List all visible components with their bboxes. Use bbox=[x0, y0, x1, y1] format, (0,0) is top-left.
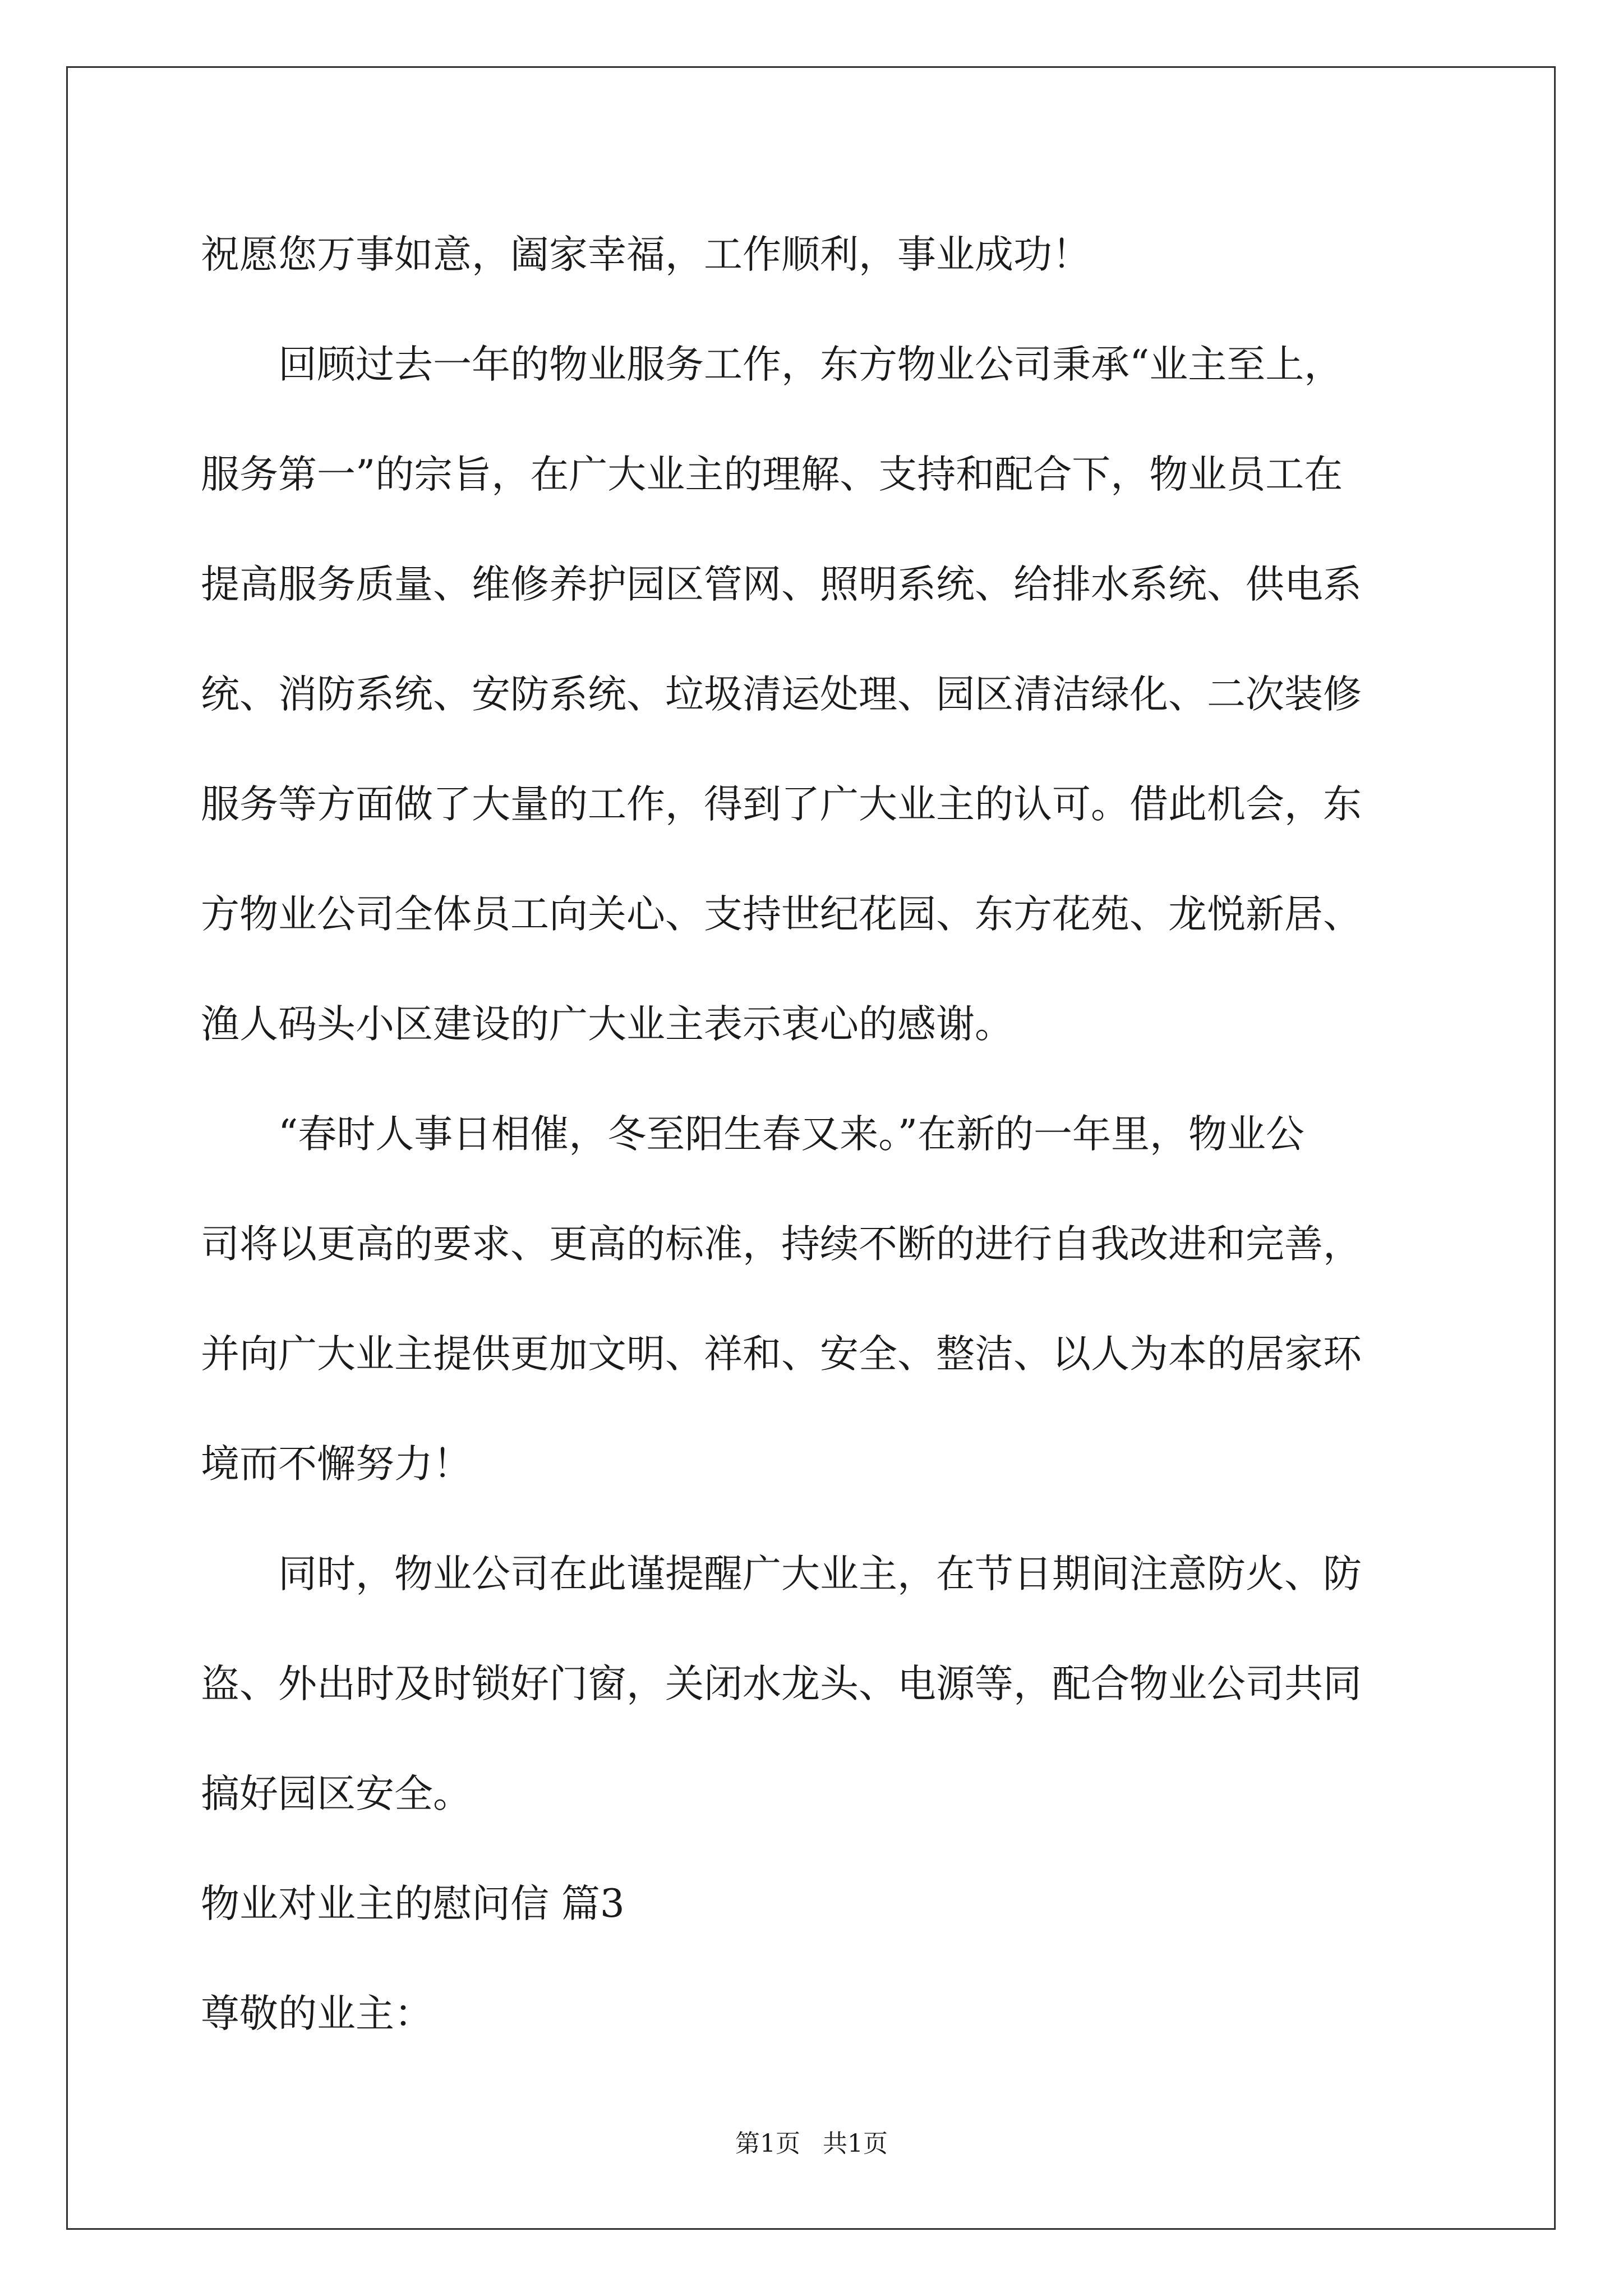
text-line-3: 服务第一”的宗旨，在广大业主的理解、支持和配合下，物业员工在 bbox=[201, 452, 1343, 497]
page-footer bbox=[0, 2127, 1623, 2161]
text-line-7: 方物业公司全体员工向关心、支持世纪花园、东方花苑、龙悦新居、 bbox=[201, 892, 1362, 937]
section-heading: 物业对业主的慰问信 篇3 bbox=[201, 1881, 625, 1926]
text-line-12: 境而不懈努力！ bbox=[201, 1442, 472, 1487]
document-body bbox=[201, 200, 1435, 2069]
text-line-15: 搞好园区安全。 bbox=[201, 1772, 472, 1816]
text-line-10: 司将以更高的要求、更高的标准，持续不断的进行自我改进和完善， bbox=[201, 1222, 1362, 1267]
text-line-8: 渔人码头小区建设的广大业主表示衷心的感谢。 bbox=[201, 1002, 1013, 1047]
text-line-9: “春时人事日相催，冬至阳生春又来。”在新的一年里，物业公 bbox=[278, 1112, 1305, 1157]
text-line-5: 统、消防系统、安防系统、垃圾清运处理、园区清洁绿化、二次装修 bbox=[201, 672, 1362, 717]
text-line-4: 提高服务质量、维修养护园区管网、照明系统、给排水系统、供电系 bbox=[201, 562, 1362, 607]
text-line-1: 祝愿您万事如意，阖家幸福，工作顺利，事业成功！ bbox=[201, 232, 1091, 277]
text-line-11: 并向广大业主提供更加文明、祥和、安全、整洁、以人为本的居家环 bbox=[201, 1332, 1362, 1377]
text-line-13: 同时，物业公司在此谨提醒广大业主，在节日期间注意防火、防 bbox=[278, 1552, 1362, 1596]
text-line-6: 服务等方面做了大量的工作，得到了广大业主的认可。借此机会，东 bbox=[201, 782, 1362, 827]
text-line-2: 回顾过去一年的物业服务工作，东方物业公司秉承“业主至上， bbox=[278, 342, 1343, 387]
page-number: 第1页 bbox=[735, 2129, 800, 2158]
page-total: 共1页 bbox=[823, 2129, 888, 2158]
salutation: 尊敬的业主： bbox=[201, 1991, 433, 2036]
text-line-14: 盗、外出时及时锁好门窗，关闭水龙头、电源等，配合物业公司共同 bbox=[201, 1662, 1362, 1706]
